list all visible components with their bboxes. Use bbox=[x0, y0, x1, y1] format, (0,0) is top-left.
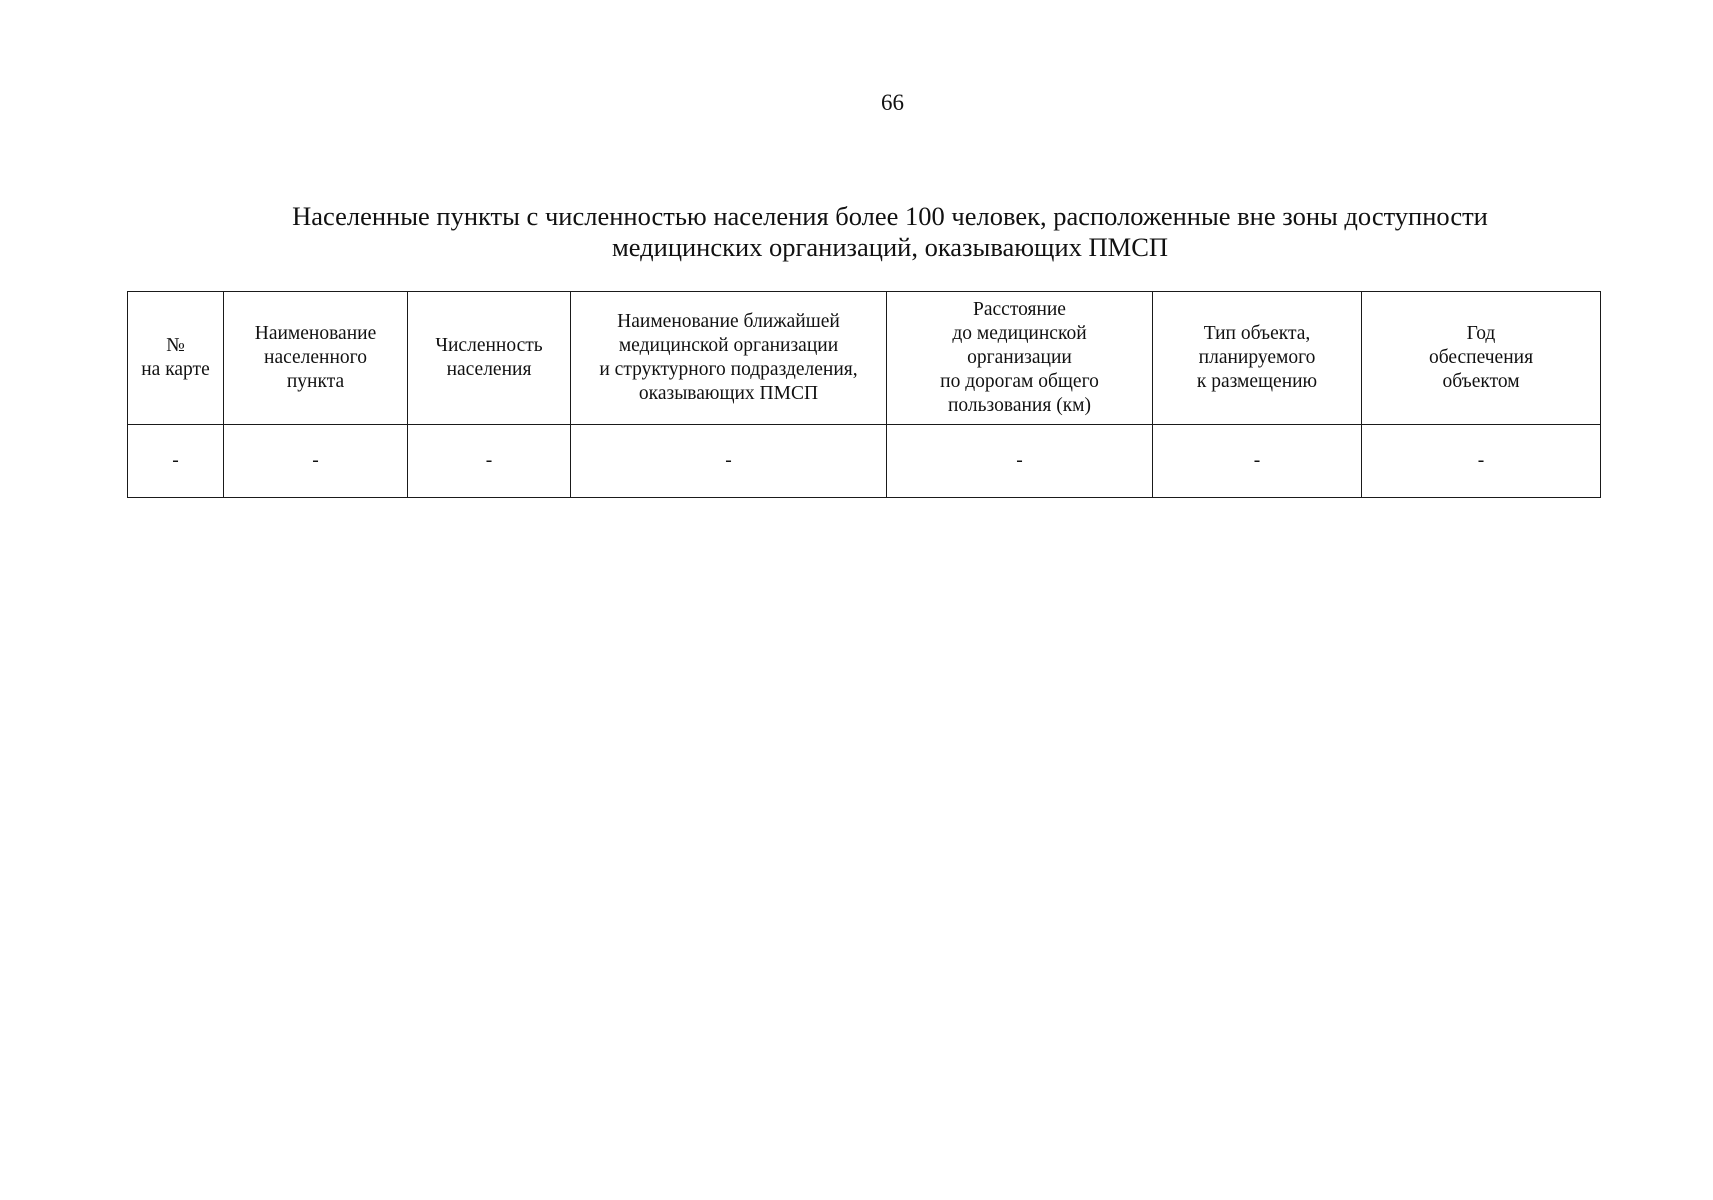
table-cell: - bbox=[1362, 425, 1601, 498]
header-distance: Расстояние до медицинской организации по дорогам общего пользования (км) bbox=[887, 292, 1153, 425]
header-provision-year: Год обеспечения объектом bbox=[1362, 292, 1601, 425]
table-cell: - bbox=[1153, 425, 1362, 498]
document-title bbox=[258, 201, 1522, 263]
title-line-1: Населенные пункты с численностью населения более 100 человек, расположенные вне зоны доступности bbox=[292, 201, 1488, 231]
table-header-row bbox=[128, 292, 1601, 425]
header-settlement-name: Наименование населенного пункта bbox=[224, 292, 408, 425]
page-number: 66 bbox=[881, 90, 904, 115]
header-nearest-organization: Наименование ближайшей медицинской организации и структурного подразделения, оказывающих ПМСП bbox=[571, 292, 887, 425]
header-object-type: Тип объекта, планируемого к размещению bbox=[1153, 292, 1362, 425]
table-cell: - bbox=[128, 425, 224, 498]
table-row bbox=[128, 425, 1601, 498]
title-line-2: медицинских организаций, оказывающих ПМСП bbox=[611, 232, 1169, 262]
header-map-number: № на карте bbox=[128, 292, 224, 425]
settlements-table bbox=[127, 291, 1601, 498]
header-population: Численность населения bbox=[408, 292, 571, 425]
table-cell: - bbox=[408, 425, 571, 498]
table-cell: - bbox=[224, 425, 408, 498]
table-cell: - bbox=[571, 425, 887, 498]
table-cell: - bbox=[887, 425, 1153, 498]
